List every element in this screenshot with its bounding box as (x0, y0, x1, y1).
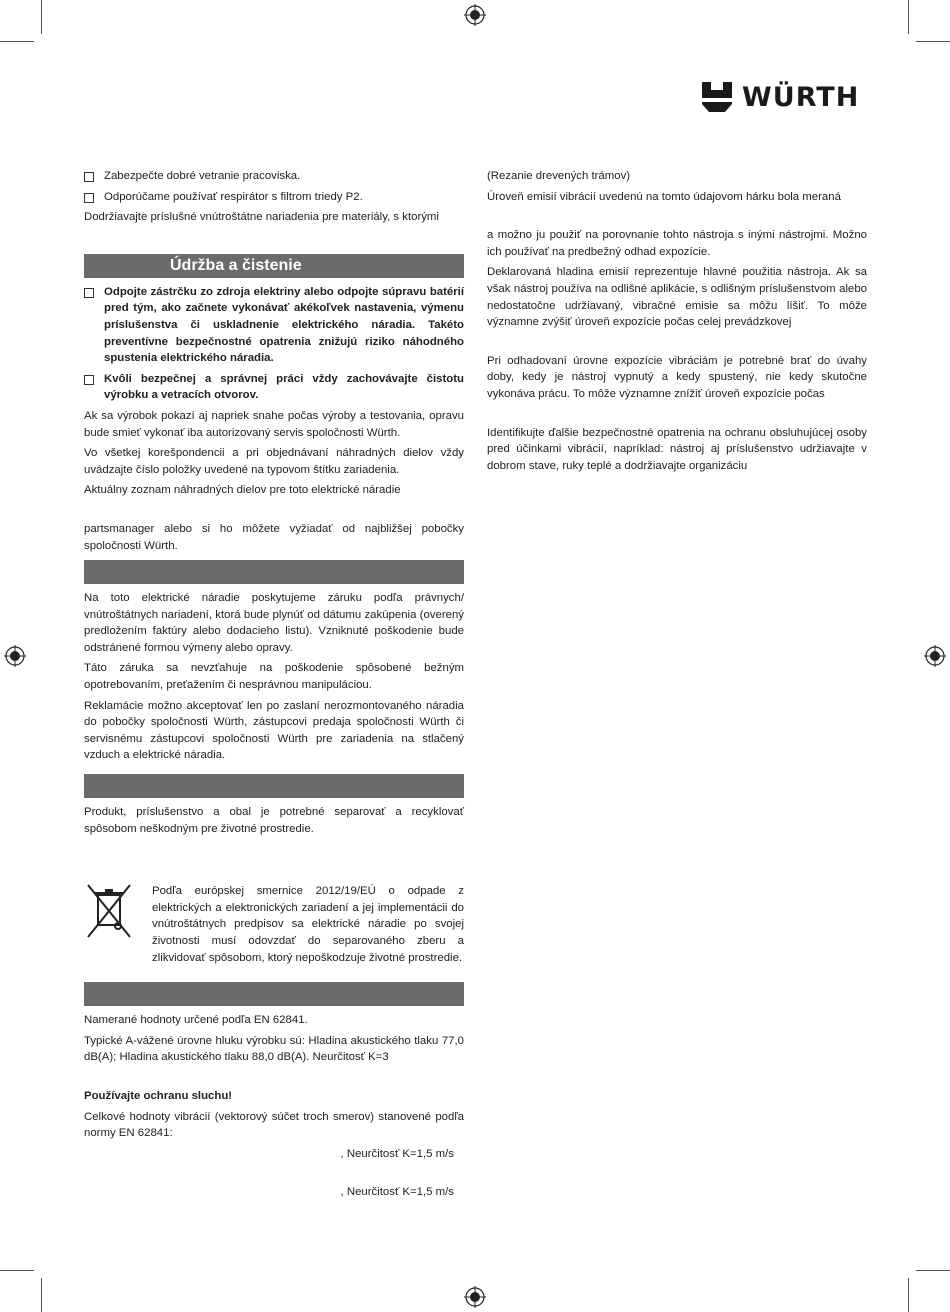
paragraph: Namerané hodnoty určené podľa EN 62841. (84, 1014, 308, 1027)
crop-mark (916, 41, 950, 42)
paragraph: partsmanager alebo si ho môžete vyžiadať od najbližšej pobočky spoločnosti Würth. (84, 522, 464, 552)
paragraph: Typické A-vážené úrovne hluku výrobku sú: Hladina akustického tlaku 77,0 dB(A); Hladina akustického tlaku 88,0 dB(A). Neurčitosť K=3 (84, 1034, 464, 1064)
wurth-logo-icon (700, 80, 734, 114)
crop-mark (41, 0, 42, 34)
checkbox-square-icon (84, 375, 94, 385)
list-item: Odpojte zástrčku zo zdroja elektriny alebo odpojte súpravu batérií pred tým, ako začnete vykonávať akékoľvek nastavenia, výmenu príslušenstva či uskladnenie elektrického náradia. Takéto preventívne bezpečnostné opatrenia znižujú riziko náhodného spustenia elektrického náradia. (84, 284, 464, 367)
paragraph: Táto záruka sa nevzťahuje na poškodenie spôsobené bežným opotrebovaním, preťažením či nesprávnou manipuláciou. (84, 662, 464, 692)
paragraph: (Rezanie drevených trámov) (487, 170, 631, 182)
crossed-out-bin-icon (84, 883, 134, 939)
paragraph: Vo všetkej korešpondencii a pri objednávaní náhradných dielov vždy uvádzajte číslo položky uvedené na typovom štítku zariadenia. (84, 447, 464, 476)
vibration-value: , Neurčitosť K=1,5 m/s (340, 1147, 454, 1160)
crop-mark (916, 1270, 950, 1271)
checkbox-square-icon (84, 193, 94, 203)
section-heading-noise (84, 982, 464, 1006)
paragraph: Na toto elektrické náradie poskytujeme záruku podľa právnych/ vnútroštátnych nariadení, ktorá bude plynúť od dátumu zakúpenia (overený predložením faktúry alebo dodacieho listu). Vzniknuté poškodenie bude odstránené formou výmeny alebo opravy. (84, 592, 464, 654)
registration-mark-icon (924, 645, 946, 667)
paragraph: a možno ju použiť na porovnanie tohto nástroja s inými nástrojmi. Možno ich používať na predbežný odhad expozície. (487, 229, 867, 258)
crop-mark (0, 1270, 34, 1271)
list-item: Odporúčame používať respirátor s filtrom triedy P2. (84, 189, 464, 206)
crop-mark (908, 1278, 909, 1312)
paragraph: Deklarovaná hladina emisií reprezentuje hlavné použitia nástroja. Ak sa však nástroj používa na odlišné aplikácie, s odlišným príslušenstvom alebo nedostatočne udržiavaný, vibračné emisie sa môžu líšiť. To môže významne zvýšiť úroveň expozície počas celej prevádzkovej (487, 266, 867, 329)
paragraph: Ak sa výrobok pokazí aj napriek snahe počas výroby a testovania, opravu bude smieť vykonať iba autorizovaný servis spoločnosti Würth. (84, 409, 464, 439)
section-heading-warranty (84, 560, 464, 584)
paragraph: Aktuálny zoznam náhradných dielov pre toto elektrické náradie (84, 484, 401, 497)
paragraph: Produkt, príslušenstvo a obal je potrebné separovať a recyklovať spôsobom neškodným pre životné prostredie. (84, 806, 464, 835)
paragraph: Pri odhadovaní úrovne expozície vibráciám je potrebné brať do úvahy doby, kedy je nástroj vypnutý a kedy spustený, nie kedy skutočne vykonáva prácu. To môže významne znížiť úroveň expozície počas (487, 354, 867, 400)
registration-mark-icon (464, 1286, 486, 1308)
weee-notice (84, 883, 464, 966)
section-heading-disposal (84, 774, 464, 798)
brand-name: WÜRTH (742, 81, 860, 113)
paragraph: Úroveň emisií vibrácií uvedenú na tomto údajovom hárku bola meraná (487, 190, 841, 203)
paragraph: Reklamácie možno akceptovať len po zaslaní nerozmontovaného náradia do pobočky spoločnosti Würth, zástupcovi predaja spoločnosti Würth či servisnému zástupcovi spoločnosti Würth pre zariadenia na stlačený vzduch a elektrické náradia. (84, 699, 464, 762)
list-item: Zabezpečte dobré vetranie pracoviska. (84, 168, 464, 185)
crop-mark (41, 1278, 42, 1312)
right-column (487, 168, 867, 478)
registration-mark-icon (464, 4, 486, 26)
brand-logo (700, 80, 859, 114)
paragraph: Celkové hodnoty vibrácií (vektorový súčet troch smerov) stanovené podľa normy EN 62841: (84, 1110, 464, 1140)
paragraph: Dodržiavajte príslušné vnútroštátne nariadenia pre materiály, s ktorými (84, 211, 439, 224)
paragraph: Identifikujte ďalšie bezpečnostné opatrenia na ochranu obsluhujúcej osoby pred účinkami vibrácií, napríklad: nástroj aj príslušenstvo udržiavajte v dobrom stave, ruky teplé a dodržiavajte organizáciu (487, 426, 867, 472)
hearing-protection-warning: Používajte ochranu sluchu! (84, 1089, 233, 1102)
weee-text: Podľa európskej smernice 2012/19/EÚ o odpade z elektrických a elektronických zariadení a jej implementácii do vnútroštátnych predpisov sa elektrické náradie po svojej životnosti musí odovzdať do separovaného zberu a zlikvidovať spôsobom, ktorý nepoškodzuje životné prostredie. (152, 885, 464, 964)
crop-mark (0, 41, 34, 42)
checkbox-square-icon (84, 172, 94, 182)
crop-mark (908, 0, 909, 34)
section-heading-maintenance: Údržba a čistenie (84, 254, 464, 278)
vibration-value: , Neurčitosť K=1,5 m/s (340, 1186, 454, 1199)
left-column (84, 168, 464, 1205)
list-item: Kvôli bezpečnej a správnej práci vždy zachovávajte čistotu výrobku a vetracích otvorov. (84, 371, 464, 404)
registration-mark-icon (4, 645, 26, 667)
checkbox-square-icon (84, 288, 94, 298)
